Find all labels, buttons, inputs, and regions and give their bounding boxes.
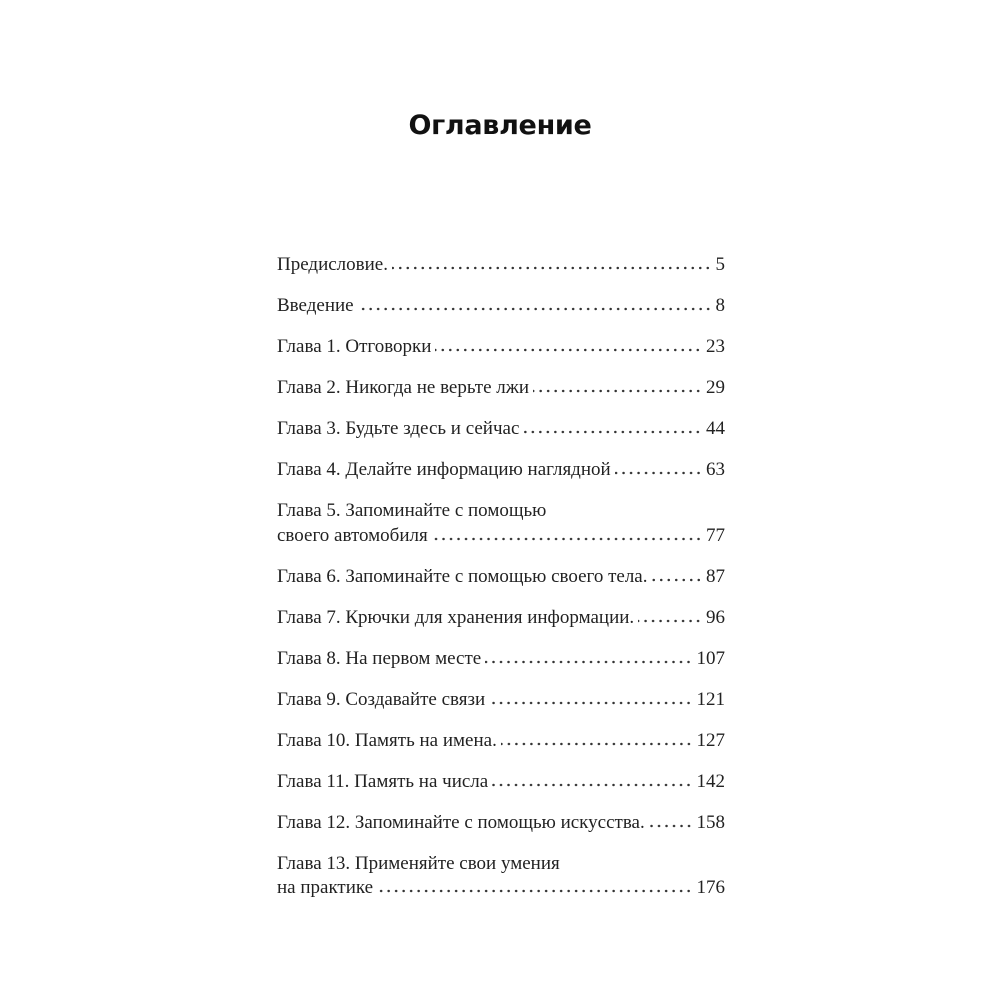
- toc-entry-page: 5: [715, 254, 725, 275]
- toc-entry-title: своего автомобиля: [277, 524, 428, 546]
- toc-entry-title: Глава 1. Отговорки: [277, 336, 432, 357]
- toc-entry-title: Глава 12. Запоминайте с помощью искусства.: [277, 811, 645, 833]
- toc-entry-title: Глава 2. Никогда не верьте лжи: [277, 377, 530, 398]
- toc-entry-page: 63: [706, 459, 725, 480]
- toc-entry-page: 176: [696, 877, 725, 898]
- toc-entry[interactable]: [277, 417, 725, 442]
- dot-leader: [432, 537, 702, 541]
- toc-entry-title: Глава 7. Крючки для хранения информации.: [277, 606, 635, 628]
- toc-entry[interactable]: [277, 335, 725, 360]
- toc-entry-title: Предисловие.: [277, 254, 388, 275]
- dot-leader: [501, 742, 693, 746]
- toc-entry-page: 44: [706, 418, 725, 439]
- toc-entry-page: 142: [696, 770, 725, 792]
- toc-entry[interactable]: [277, 294, 725, 319]
- toc-entry-title: Глава 3. Будьте здесь и сейчас: [277, 418, 520, 439]
- toc-entry-title: Глава 4. Делайте информацию наглядной: [277, 459, 611, 480]
- toc-entry-title: Глава 6. Запоминайте с помощью своего тела.: [277, 565, 648, 587]
- toc-entry-title: Глава 9. Создавайте связи: [277, 688, 486, 710]
- toc-entry[interactable]: [277, 647, 725, 672]
- dot-leader: [489, 701, 692, 705]
- toc-entry-title: Глава 10. Память на имена.: [277, 729, 497, 751]
- toc-entry[interactable]: [277, 565, 725, 590]
- toc-entry[interactable]: [277, 606, 725, 631]
- dot-leader: [523, 430, 702, 434]
- dot-leader: [358, 307, 712, 311]
- dot-leader: [652, 578, 703, 582]
- toc-entry-page: 29: [706, 377, 725, 398]
- dot-leader: [392, 266, 712, 270]
- table-of-contents: [277, 253, 725, 917]
- dot-leader: [435, 348, 702, 352]
- toc-entry-page: 121: [696, 688, 725, 710]
- toc-entry-page: 96: [706, 606, 725, 628]
- toc-entry-title: Введение: [277, 295, 354, 316]
- dot-leader: [649, 824, 693, 828]
- toc-entry-page: 158: [696, 811, 725, 833]
- dot-leader: [533, 389, 702, 393]
- toc-entry-page: 107: [696, 647, 725, 669]
- toc-entry-title: на практике: [277, 877, 374, 898]
- toc-entry[interactable]: [277, 729, 725, 754]
- toc-entry-page: 23: [706, 336, 725, 357]
- page-title: Оглавление: [408, 110, 592, 142]
- dot-leader: [615, 471, 702, 475]
- toc-entry-page: 87: [706, 565, 725, 587]
- toc-entry-title: Глава 11. Память на числа: [277, 770, 489, 792]
- dot-leader: [638, 619, 702, 623]
- toc-entry[interactable]: [277, 458, 725, 483]
- toc-entry-page: 8: [715, 295, 725, 316]
- toc-entry[interactable]: [277, 770, 725, 795]
- toc-entry[interactable]: [277, 852, 725, 901]
- dot-leader: [485, 660, 692, 664]
- dot-leader: [492, 783, 692, 787]
- toc-entry-title-line1: Глава 5. Запоминайте с помощью: [277, 500, 547, 521]
- toc-entry-page: 77: [706, 524, 725, 546]
- toc-entry[interactable]: [277, 811, 725, 836]
- toc-entry[interactable]: [277, 376, 725, 401]
- toc-entry[interactable]: [277, 688, 725, 713]
- toc-entry-title: Глава 8. На первом месте: [277, 647, 482, 669]
- toc-entry[interactable]: [277, 253, 725, 278]
- dot-leader: [377, 889, 692, 893]
- toc-entry-page: 127: [696, 729, 725, 751]
- toc-entry-title-line1: Глава 13. Применяйте свои умения: [277, 852, 560, 874]
- toc-entry[interactable]: [277, 499, 725, 548]
